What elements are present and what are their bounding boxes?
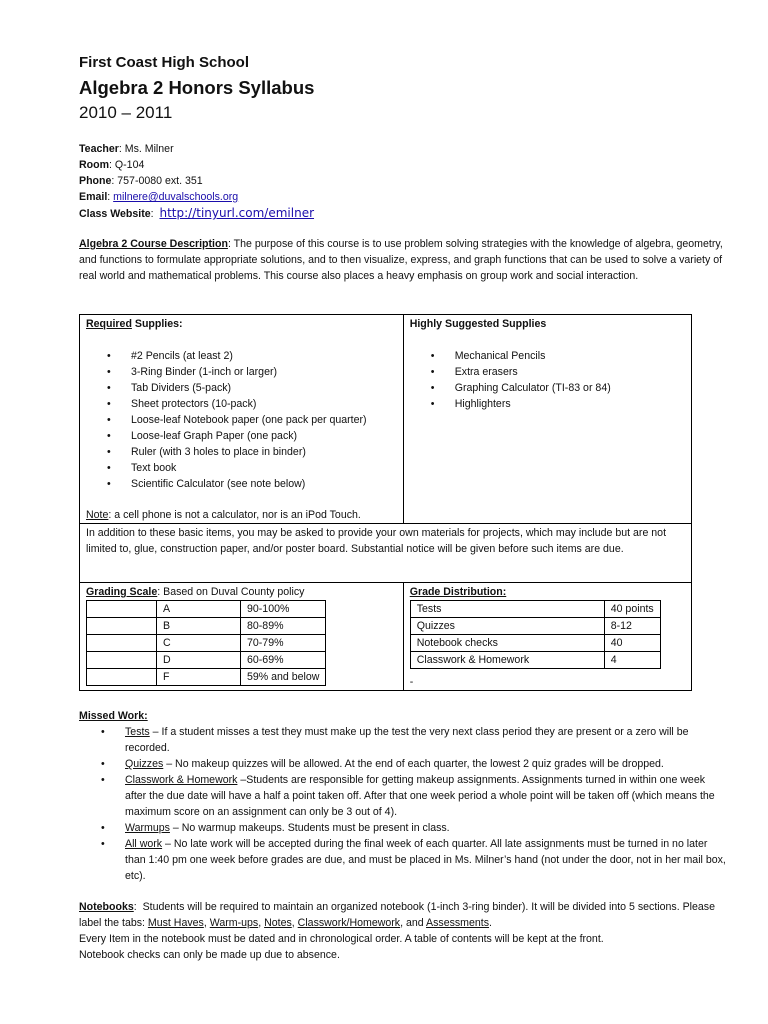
grade-letter: A (157, 601, 241, 618)
grade-range: 60-69% (241, 652, 326, 669)
distribution-points: 40 (604, 635, 660, 652)
supplies-row (80, 315, 692, 524)
required-word: Required (86, 318, 132, 330)
grade-letter: B (157, 618, 241, 635)
contact-info (79, 141, 579, 221)
note-label: Note (86, 509, 109, 521)
list-item (79, 820, 729, 836)
distribution-points: 8-12 (604, 618, 660, 635)
required-supplies-cell (80, 315, 404, 524)
list-item (79, 756, 729, 772)
missed-work-section (79, 708, 729, 884)
policy-label: Classwork & Homework (125, 774, 238, 786)
room-row: Room: Q-104 (79, 159, 145, 171)
list-item: • Sheet protectors (10-pack) (86, 396, 397, 412)
table-row (410, 635, 660, 652)
table-row (410, 601, 660, 618)
notebooks-section (79, 899, 729, 963)
notebooks-dating-text: Every Item in the notebook must be dated and in chronological order. A table of contents will be kept at the front. (79, 933, 604, 945)
list-item: • Extra erasers (410, 364, 685, 380)
grade-letter: C (157, 635, 241, 652)
table-row (87, 652, 326, 669)
list-item: • Graphing Calculator (TI-83 or 84) (410, 380, 685, 396)
distribution-item: Classwork & Homework (410, 652, 604, 669)
table-row (87, 635, 326, 652)
phone-row: Phone: 757-0080 ext. 351 (79, 175, 203, 187)
distribution-item: Notebook checks (410, 635, 604, 652)
table-row (87, 669, 326, 686)
notebooks-checks-text: Notebook checks can only be made up due to absence. (79, 949, 340, 961)
grade-range: 90-100% (241, 601, 326, 618)
policy-label: Warmups (125, 822, 170, 834)
grading-scale-heading: Grading Scale: Based on Duval County policy (86, 586, 305, 598)
website-row: Class Website: http://tinyurl.com/emilner (79, 206, 315, 220)
calculator-note: Note: a cell phone is not a calculator, nor is an iPod Touch. (86, 509, 361, 521)
description-label: Algebra 2 Course Description (79, 238, 228, 250)
grade-letter: F (157, 669, 241, 686)
missed-work-list (79, 724, 729, 884)
list-item: • Mechanical Pencils (410, 348, 685, 364)
required-supplies-heading (86, 316, 397, 332)
grade-range: 80-89% (241, 618, 326, 635)
distribution-item: Quizzes (410, 618, 604, 635)
separator: , (203, 917, 210, 929)
policy-text: –Students are responsible for getting makeup assignments. Assignments turned in within one week after the due date will have a half a point taken off. After that one week period a whole point will be taken off (which means the maximum score on an assignment can only be 3 out of 4). (125, 774, 715, 818)
policy-text: – No warmup makeups. Students must be present in class. (169, 822, 450, 834)
table-row (87, 618, 326, 635)
grading-row (80, 583, 692, 691)
suggested-supplies-cell (403, 315, 691, 524)
separator: . (489, 917, 492, 929)
phone-label: Phone (79, 175, 112, 187)
policy-text: – If a student misses a test they must make up the test the very next class period they are present or a zero will be recorded. (125, 726, 689, 754)
additional-row (80, 524, 692, 583)
tab-label-classwork-homework: Classwork/Homework (297, 917, 401, 929)
notebooks-text: Students will be required to maintain an organized notebook (1-inch 3-ring binder). It will be divided into 5 sections. Please label the tabs: (79, 901, 715, 929)
policy-label: Tests (125, 726, 150, 738)
grade-range: 70-79% (241, 635, 326, 652)
list-item: • Highlighters (410, 396, 685, 412)
notebooks-paragraph: Notebooks: Students will be required to maintain an organized notebook (1-inch 3-ring binder). It will be divided into 5 sections. Please label the tabs: Must Haves, Warm-ups, Notes, Classwork/Homework, and Assessments. (79, 901, 715, 929)
teacher-name: Ms. Milner (124, 143, 174, 155)
supplies-word: Supplies: (134, 318, 183, 330)
grading-scale-table (86, 600, 326, 686)
list-item (79, 772, 729, 820)
phone-number: 757-0080 ext. 351 (117, 175, 203, 187)
grade-distribution-table (410, 600, 661, 669)
distribution-points: 40 points (604, 601, 660, 618)
suggested-supplies-list (410, 348, 685, 412)
list-item (79, 836, 729, 884)
email-label: Email (79, 191, 108, 203)
room-number: Q-104 (114, 159, 145, 171)
table-row (410, 618, 660, 635)
tab-label-notes: Notes (264, 917, 292, 929)
policy-label: All work (125, 838, 163, 850)
distribution-points: 4 (604, 652, 660, 669)
school-name: First Coast High School (79, 54, 250, 71)
tab-label-must-haves: Must Haves (147, 917, 204, 929)
tab-label-assessments: Assessments (426, 917, 490, 929)
grading-scale-cell (80, 583, 404, 691)
separator: , (291, 917, 298, 929)
distribution-item: Tests (410, 601, 604, 618)
additional-materials-text: In addition to these basic items, you may be asked to provide your own materials for projects, which may include but are not limited to, glue, construction paper, and/or poster board. Substantial notice will be given before such items are due. (86, 527, 667, 555)
table-row (410, 652, 660, 669)
website-link[interactable]: http://tinyurl.com/emilner (159, 206, 315, 220)
policy-text: – No late work will be accepted during the final week of each quarter. All late assignments must be turned in no later than 1:40 pm one week before grades are due, and must be placed in Ms. Milner’s hand (not under the door, not in her mail box, etc). (125, 838, 726, 882)
page-title: Algebra 2 Honors Syllabus (79, 77, 315, 98)
website-label: Class Website (79, 208, 151, 220)
school-year: 2010 – 2011 (79, 103, 173, 122)
grade-distribution-heading: Grade Distribution: (409, 586, 507, 598)
grading-scale-note: Based on Duval County policy (163, 586, 305, 598)
separator: , and (400, 917, 427, 929)
additional-materials-cell (80, 524, 692, 583)
list-item: • #2 Pencils (at least 2) (86, 348, 397, 364)
supplies-grading-table (79, 314, 692, 691)
policy-text: – No makeup quizzes will be allowed. At the end of each quarter, the lowest 2 quiz grades will be dropped. (163, 758, 664, 770)
grade-distribution-cell (403, 583, 691, 691)
table-row (87, 601, 326, 618)
grade-range: 59% and below (241, 669, 326, 686)
list-item: • Ruler (with 3 holes to place in binder) (86, 444, 397, 460)
teacher-label: Teacher (79, 143, 119, 155)
description-text: The purpose of this course is to use problem solving strategies with the knowledge of algebra, geometry, and functions to formulate appropriate solutions, and to then visualize, express, and graph functions that can be used to solve a variety of real world and mathematical problems. This course also places a heavy emphasis on group work and social interaction. (79, 238, 723, 282)
list-item: • Text book (86, 460, 397, 476)
policy-label: Quizzes (125, 758, 164, 770)
list-item: • Loose-leaf Graph Paper (one pack) (86, 428, 397, 444)
list-item: • Loose-leaf Notebook paper (one pack per quarter) (86, 412, 397, 428)
list-item (79, 724, 729, 756)
missed-work-heading: Missed Work: (79, 710, 148, 722)
email-link[interactable]: milnere@duvalschools.org (113, 191, 239, 203)
grading-scale-label: Grading Scale (86, 586, 158, 598)
list-item: • Tab Dividers (5-pack) (86, 380, 397, 396)
grade-letter: D (157, 652, 241, 669)
required-supplies-list (86, 348, 397, 492)
course-description: Algebra 2 Course Description: The purpose of this course is to use problem solving strategies with the knowledge of algebra, geometry, and functions to formulate appropriate solutions, and to then visualize, express, and graph functions that can be used to solve a variety of real world and mathematical problems. This course also places a heavy emphasis on group work and social interaction. (79, 238, 723, 282)
teacher-row: Teacher: Ms. Milner (79, 143, 174, 155)
separator: , (258, 917, 265, 929)
distribution-dash: - (409, 676, 414, 688)
tab-label-warm-ups: Warm-ups (209, 917, 259, 929)
list-item: • Scientific Calculator (see note below) (86, 476, 397, 492)
room-label: Room (79, 159, 110, 171)
list-item: • 3-Ring Binder (1-inch or larger) (86, 364, 397, 380)
note-text: a cell phone is not a calculator, nor is an iPod Touch. (114, 509, 361, 521)
email-row: Email: milnere@duvalschools.org (79, 191, 239, 203)
suggested-supplies-heading: Highly Suggested Supplies (409, 318, 547, 330)
notebooks-label: Notebooks (79, 901, 134, 913)
